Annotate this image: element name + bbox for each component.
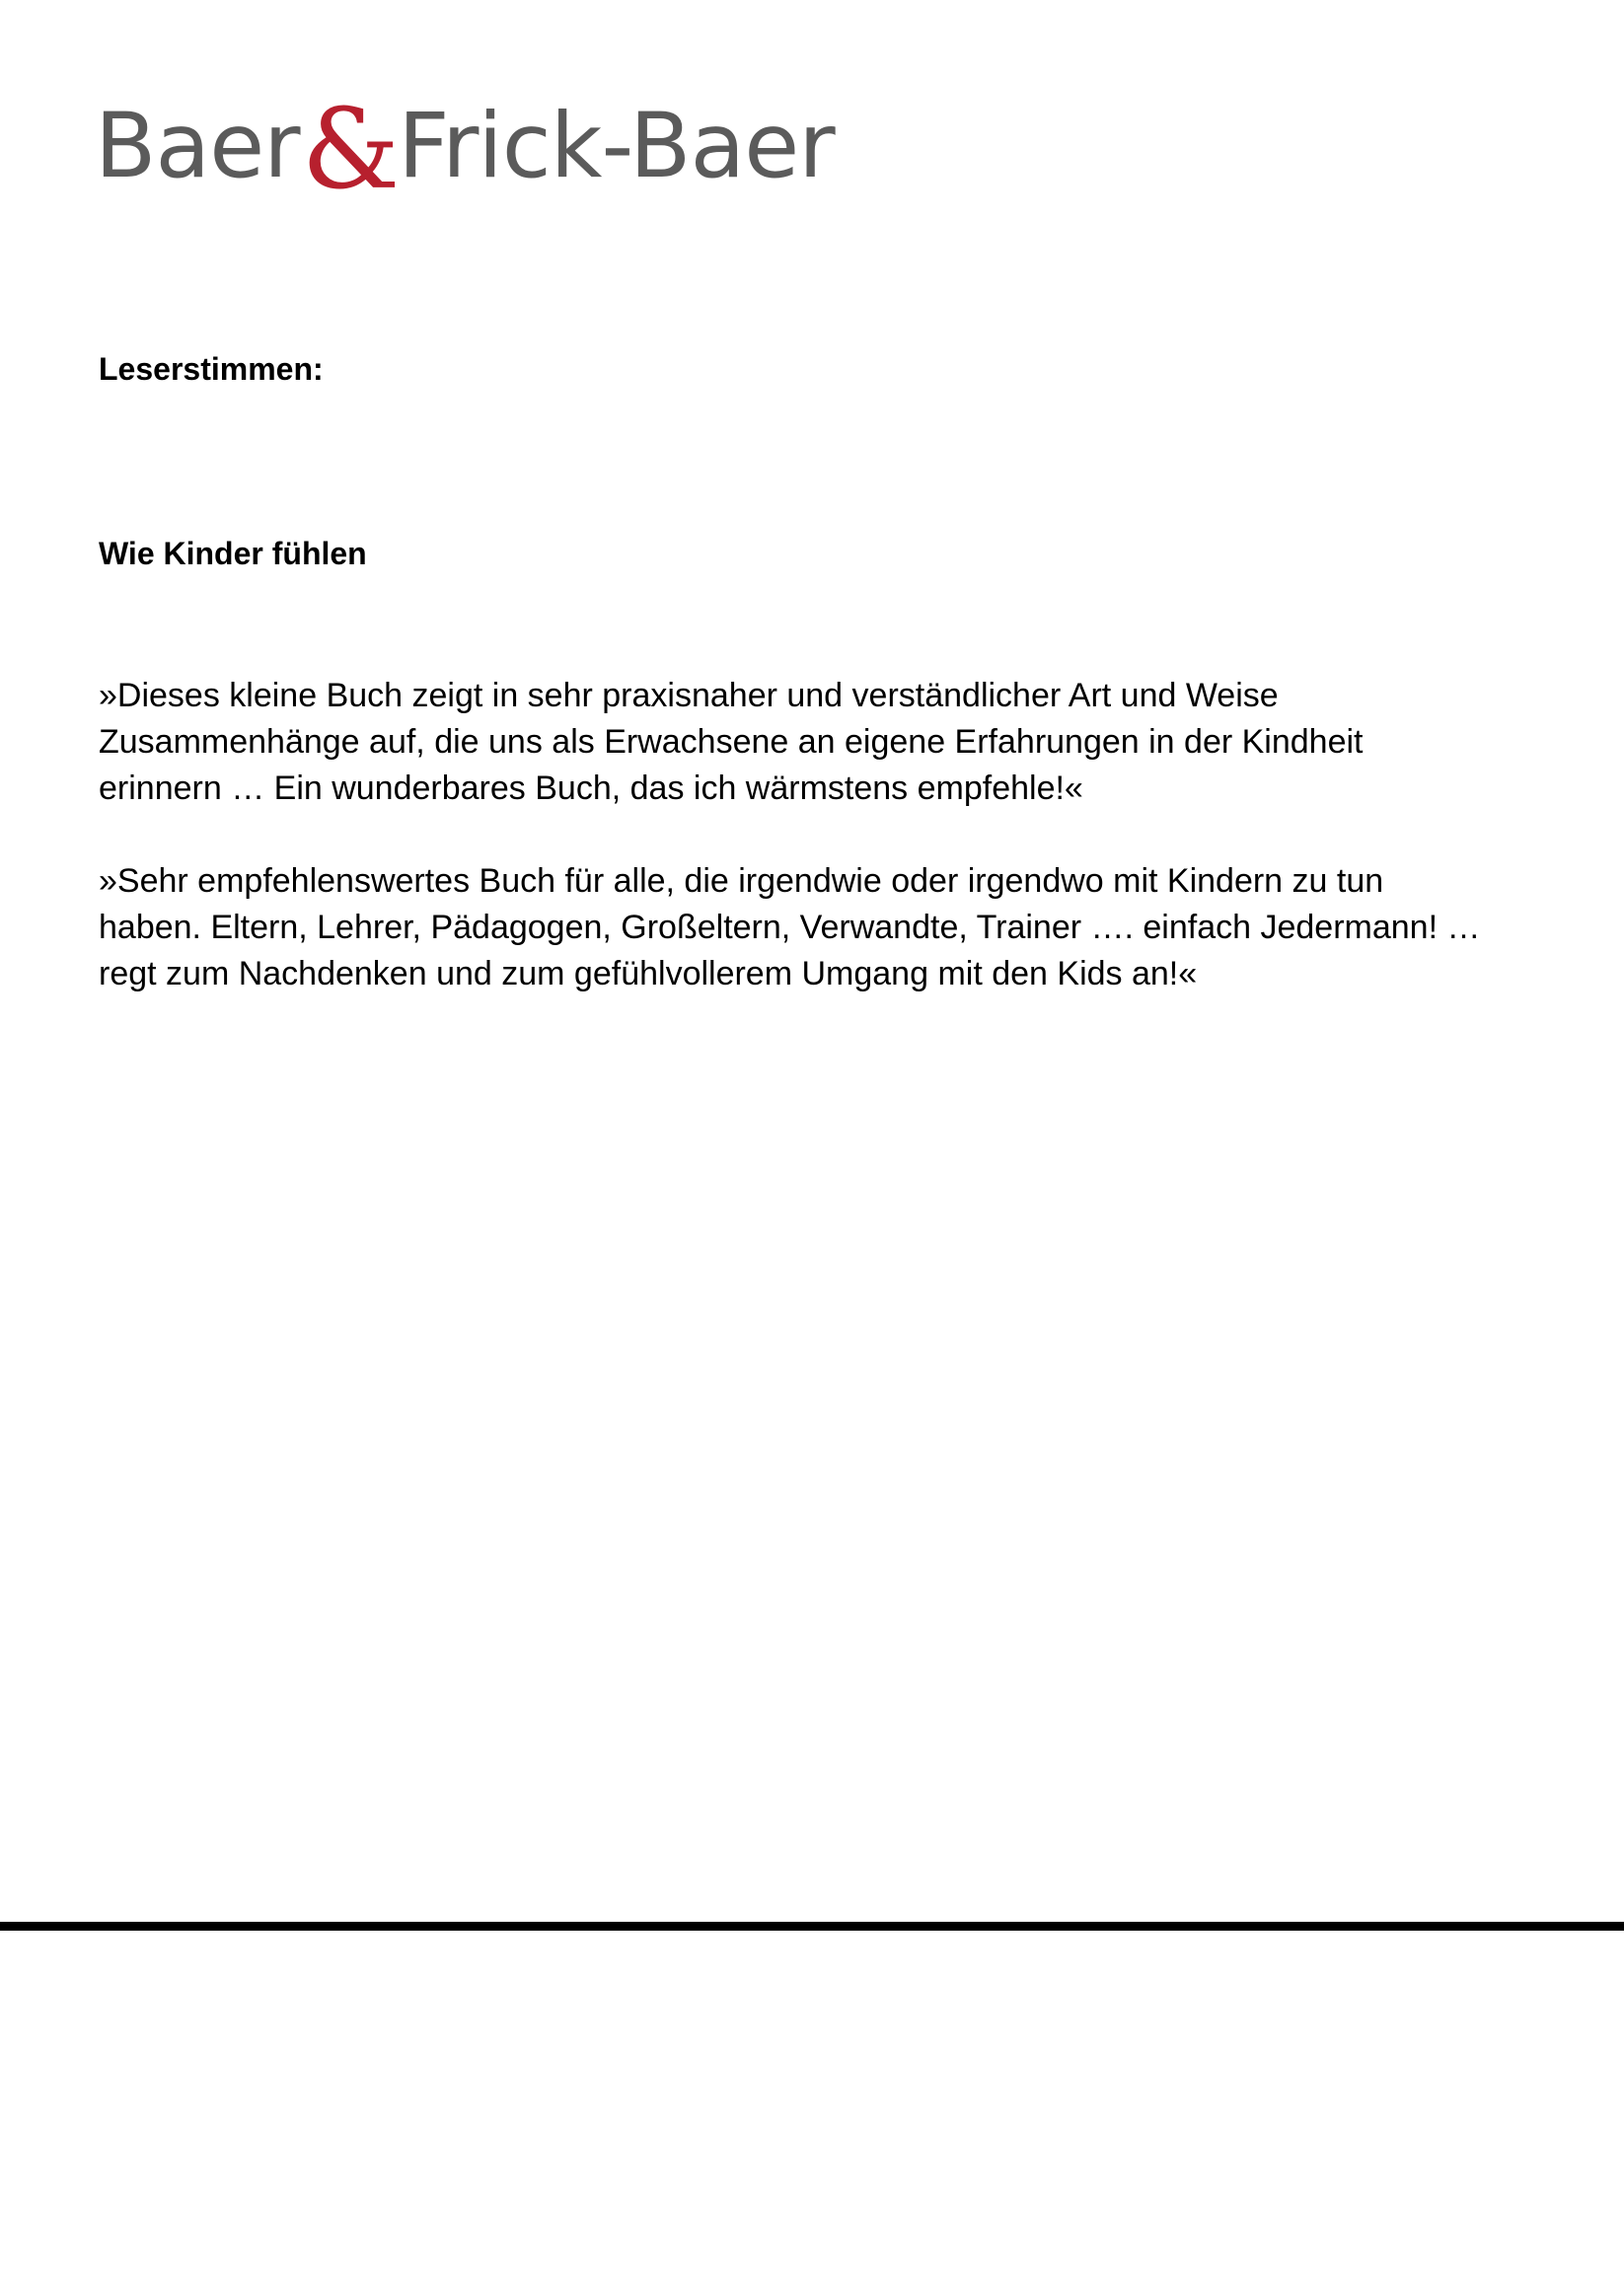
review-line: haben. Eltern, Lehrer, Pädagogen, Großeltern, Verwandte, Trainer …. einfach Jedermann! … <box>99 909 1481 946</box>
reader-review <box>99 858 1529 997</box>
reader-reviews <box>99 673 1529 1044</box>
review-line: »Sehr empfehlenswertes Buch für alle, die irgendwie oder irgendwo mit Kindern zu tun <box>99 862 1384 900</box>
review-line: erinnern … Ein wunderbares Buch, das ich wärmstens empfehle!« <box>99 770 1083 807</box>
publisher-logo <box>95 83 835 214</box>
book-title: Wie Kinder fühlen <box>99 536 367 571</box>
review-line: »Dieses kleine Buch zeigt in sehr praxisnaher und verständlicher Art und Weise <box>99 677 1279 714</box>
logo-name-right: Frick-Baer <box>398 95 835 198</box>
section-label: Leserstimmen: <box>99 351 324 387</box>
review-line: regt zum Nachdenken und zum gefühlvollerem Umgang mit den Kids an!« <box>99 955 1198 992</box>
logo-ampersand: & <box>301 86 397 214</box>
reader-review <box>99 673 1529 812</box>
footer-divider <box>0 1922 1624 1931</box>
logo-name-left: Baer <box>95 95 300 198</box>
review-line: Zusammenhänge auf, die uns als Erwachsene an eigene Erfahrungen in der Kindheit <box>99 723 1364 761</box>
